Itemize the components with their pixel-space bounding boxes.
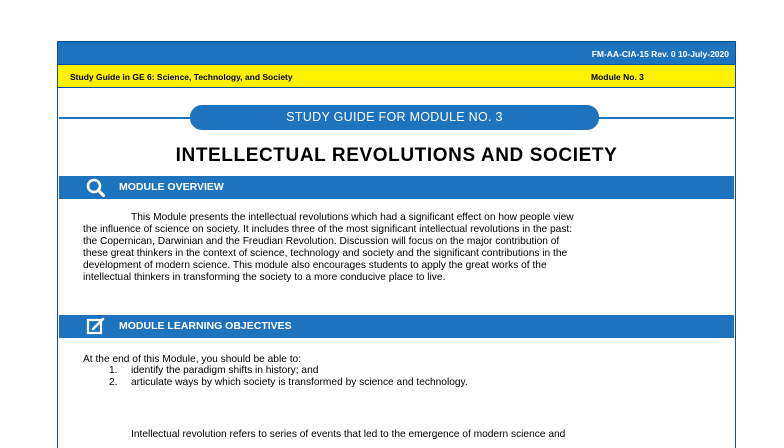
objective-number: 1.: [109, 365, 118, 376]
objective-number: 2.: [109, 377, 118, 388]
form-code: FM-AA-CIA-15 Rev. 0 10-July-2020: [591, 49, 729, 59]
objective-text: articulate ways by which society is transformed by science and technology.: [131, 377, 468, 388]
overview-line: intellectual thinkers in transforming the society to a more conducive place to live.: [83, 271, 446, 283]
objectives-section-bar: [59, 315, 734, 338]
objectives-intro: At the end of this Module, you should be able to:: [83, 354, 302, 365]
header-bar: [57, 41, 736, 65]
overview-line: the Copernican, Darwinian and the Freudian Revolution. Discussion will focus on the major contribution of: [83, 235, 560, 247]
magnifier-icon: [86, 178, 106, 197]
overview-line: the influence of science on society. It includes three of the most significant intellectual revolutions in the past:: [83, 223, 573, 235]
edit-icon: [86, 317, 106, 336]
overview-line: these great thinkers in the context of science, technology and society and the significant contributions in the: [83, 247, 568, 259]
objective-text: identify the paradigm shifts in history; and: [131, 365, 319, 376]
objectives-heading: MODULE LEARNING OBJECTIVES: [119, 320, 292, 332]
module-banner: STUDY GUIDE FOR MODULE NO. 3: [190, 105, 599, 130]
subject-bar: [57, 65, 736, 88]
overview-paragraph: [83, 212, 724, 283]
module-number: Module No. 3: [591, 72, 644, 82]
study-guide-page: [57, 41, 737, 441]
overview-section-bar: [59, 176, 734, 199]
intro-paragraph: Intellectual revolution refers to series of events that led to the emergence of modern science and: [131, 429, 566, 440]
study-guide-label: Study Guide in GE 6: Science, Technology, and Society: [70, 72, 293, 82]
page-title: INTELLECTUAL REVOLUTIONS AND SOCIETY: [175, 145, 618, 166]
overview-line: development of modern science. This module also encourages students to apply the great works of the: [83, 259, 547, 271]
overview-heading: MODULE OVERVIEW: [119, 181, 224, 193]
overview-line: This Module presents the intellectual revolutions which had a significant effect on how people view: [131, 212, 574, 223]
